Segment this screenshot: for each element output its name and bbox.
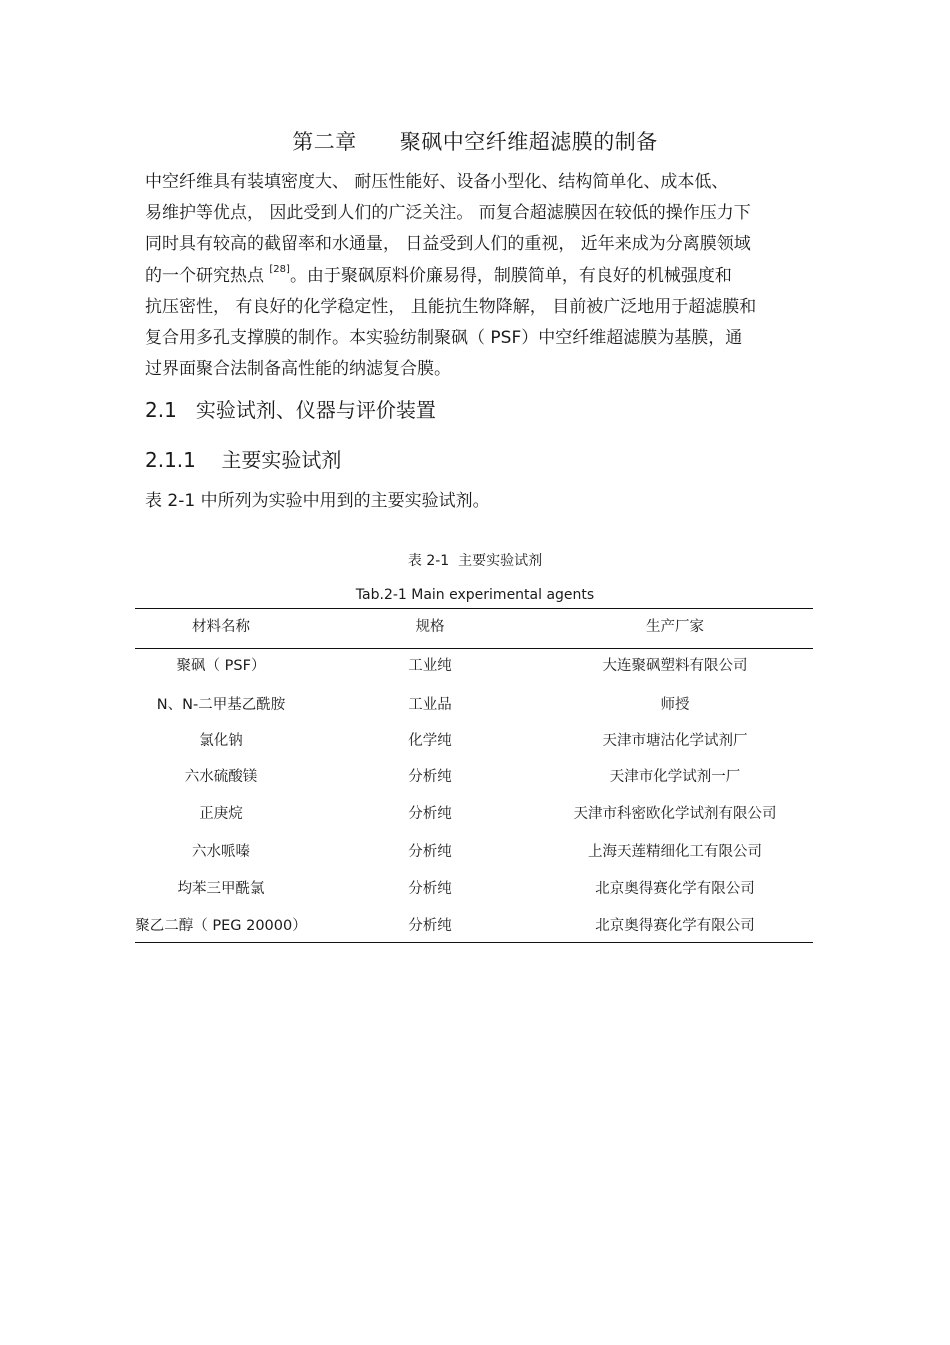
table-bottom-rule <box>135 942 813 943</box>
intro-line-6: 复合用多孔支撑膜的制作。本实验纺制聚砜（ PSF）中空纤维超滤膜为基膜，通 <box>145 328 743 348</box>
row-spec: 化学纯 <box>408 733 452 749</box>
intro-line-3: 同时具有较高的截留率和水通量， 日益受到人们的重视， 近年来成为分离膜领域 <box>145 234 751 254</box>
row-material: 聚砜（ PSF） <box>176 658 266 674</box>
intro-line-4-tail: 。由于聚砜原料价廉易得，制膜简单，有良好的机械强度和 <box>289 266 732 286</box>
header-specification: 规格 <box>415 619 445 635</box>
intro-line-4-text: 的一个研究热点 <box>145 266 270 286</box>
header-manufacturer: 生产厂家 <box>646 619 704 635</box>
intro-line-2: 易维护等优点， 因此受到人们的广泛关注。 而复合超滤膜因在较低的操作压力下 <box>145 203 751 223</box>
row-spec: 分析纯 <box>408 844 452 860</box>
row-spec: 工业品 <box>408 697 452 713</box>
row-spec: 分析纯 <box>408 881 452 897</box>
table-intro-text: 表 2-1 中所列为实验中用到的主要实验试剂。 <box>145 491 490 511</box>
row-material: 正庚烷 <box>199 806 243 822</box>
row-maker: 北京奥得赛化学有限公司 <box>595 918 755 934</box>
row-maker: 上海天莲精细化工有限公司 <box>588 844 762 860</box>
row-material: 聚乙二醇（ PEG 20000） <box>135 918 307 934</box>
header-material-name: 材料名称 <box>192 619 250 635</box>
row-spec: 分析纯 <box>408 918 452 934</box>
row-material: N、N-二甲基乙酰胺 <box>156 697 286 713</box>
table-caption-cn: 表 2-1 主要实验试剂 <box>407 553 543 569</box>
intro-line-5: 抗压密性， 有良好的化学稳定性， 且能抗生物降解， 目前被广泛地用于超滤膜和 <box>145 297 757 317</box>
intro-line-7: 过界面聚合法制备高性能的纳滤复合膜。 <box>145 359 451 379</box>
row-material: 氯化钠 <box>199 733 243 749</box>
row-maker: 天津市化学试剂一厂 <box>609 769 741 785</box>
table-caption-en: Tab.2-1 Main experimental agents <box>355 587 595 603</box>
row-spec: 分析纯 <box>408 806 452 822</box>
table-header-rule <box>135 648 813 649</box>
row-spec: 工业纯 <box>408 658 452 674</box>
chapter-title: 第二章 聚砜中空纤维超滤膜的制备 <box>292 130 658 154</box>
intro-line-1: 中空纤维具有装填密度大、 耐压性能好、设备小型化、结构简单化、成本低、 <box>145 172 729 192</box>
row-material: 六水硫酸镁 <box>184 769 258 785</box>
row-maker: 师授 <box>660 697 690 713</box>
section-heading-2-1-1: 2.1.1 主要实验试剂 <box>145 448 342 472</box>
citation-ref[interactable]: [28] <box>269 264 290 275</box>
row-spec: 分析纯 <box>408 769 452 785</box>
row-material: 均苯三甲酰氯 <box>177 881 265 897</box>
row-maker: 天津市科密欧化学试剂有限公司 <box>573 806 777 822</box>
row-material: 六水哌嗪 <box>192 844 250 860</box>
intro-line-4 <box>145 264 732 288</box>
table-top-rule <box>135 608 813 609</box>
row-maker: 大连聚砜塑料有限公司 <box>602 658 748 674</box>
row-maker: 天津市塘沽化学试剂厂 <box>602 733 748 749</box>
row-maker: 北京奥得赛化学有限公司 <box>595 881 755 897</box>
section-heading-2-1: 2.1 实验试剂、仪器与评价装置 <box>145 398 436 422</box>
